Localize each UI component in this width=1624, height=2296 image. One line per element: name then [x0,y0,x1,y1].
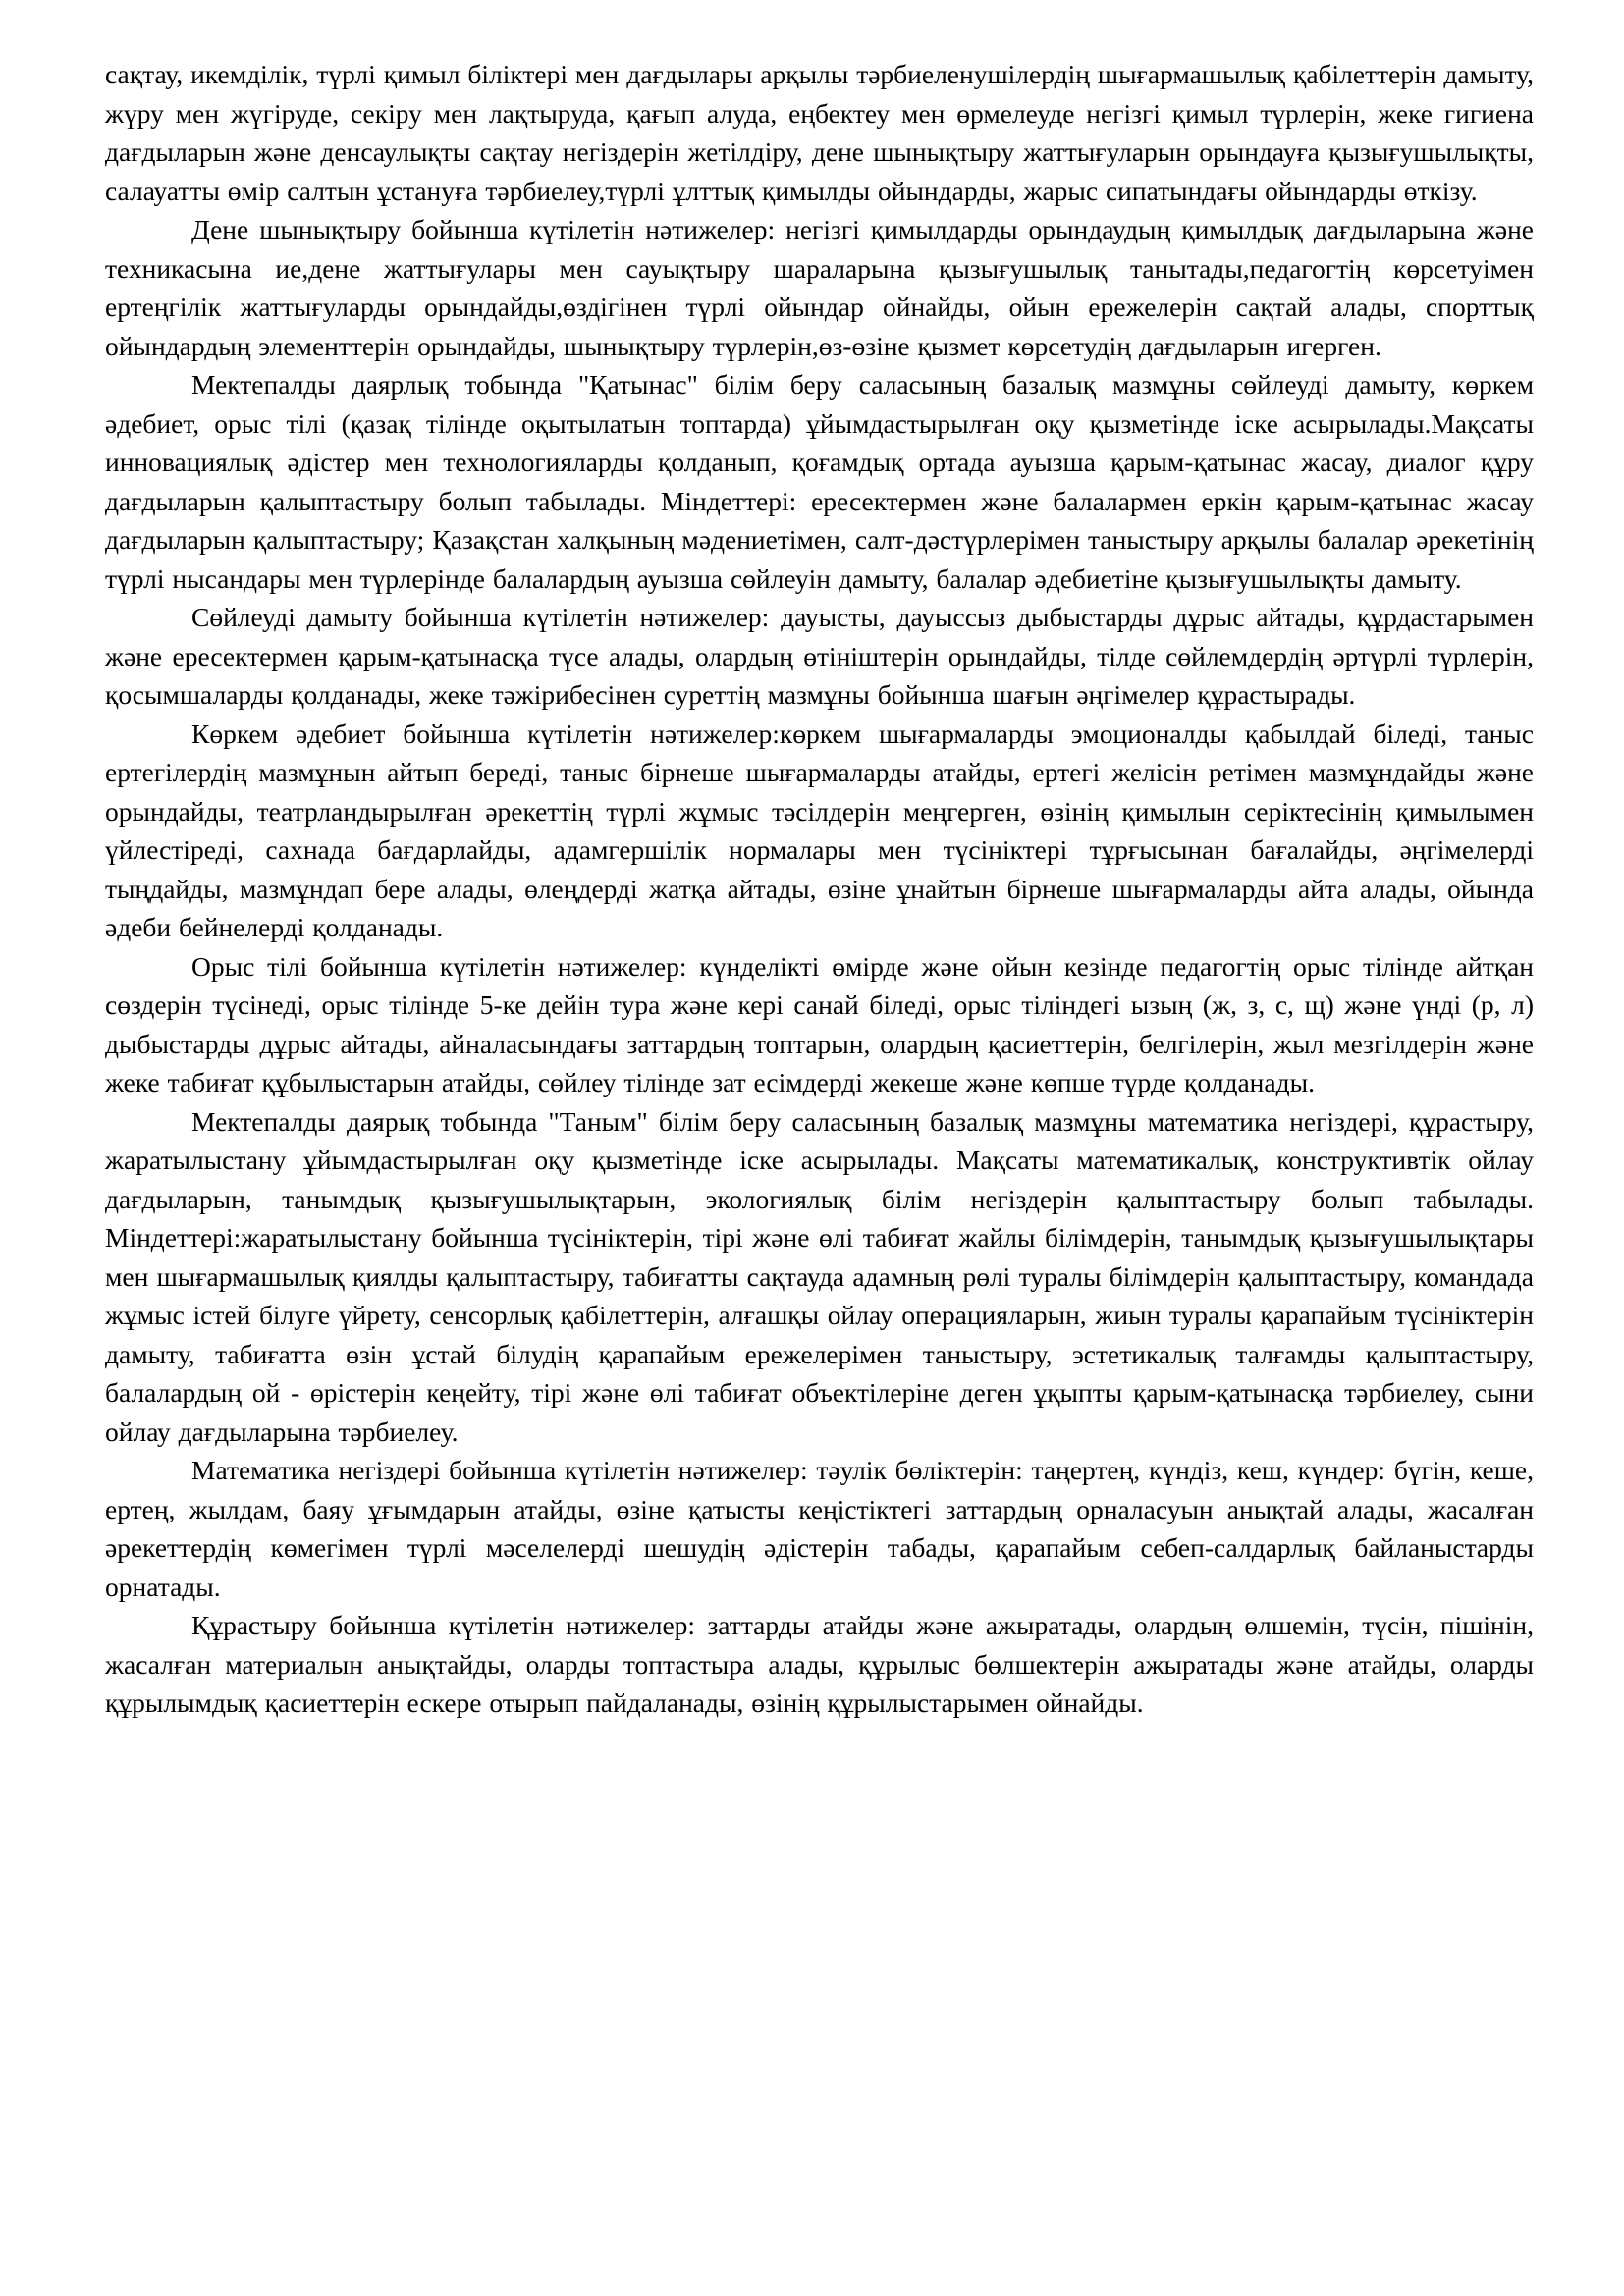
paragraph-physical-training-content: сақтау, икемділік, түрлі қимыл біліктері мен дағдылары арқылы тәрбиеленушілердің шығармашылық қабілеттерін дамыту, жүру мен жүгіруде, секіру мен лақтыруда, қағып алуда, еңбектеу мен өрмелеуде негізгі қимыл түрлерін, жеке гигиена дағдыларын және денсаулықты сақтау негіздерін жетілдіру, дене шынықтыру жаттығуларын орындауға қызығушылықты, салауатты өмір салтын ұстануға тәрбиелеу,түрлі ұлттық қимылды ойындарды, жарыс сипатындағы ойындарды өткізу. [105,59,1534,206]
paragraph-cognition-area: Мектепалды даярық тобында "Таным" білім беру саласының базалық мазмұны математика негіздері, құрастыру, жаратылыстану ұйымдастырылған оқу қызметінде іске асырылады. Мақсаты математикалық, конструктивтік ойлау дағдыларын, танымдық қызығушылықтарын, экологиялық білім негіздерін қалыптастыру болып табылады. Міндеттері:жаратылыстану бойынша түсініктерін, тірі және өлі табиғат жайлы білімдерін, танымдық қызығушылықтары мен шығармашылық қиялды қалыптастыру, табиғатты сақтауда адамның рөлі туралы білімдерін қалыптастыру, командада жұмыс істей білуге үйрету, сенсорлық қабілеттерін, алғашқы ойлау операцияларын, жиын туралы қарапайым түсініктерін дамыту, табиғатта өзін ұстай білудің қарапайым ережелерімен таныстыру, эстетикалық талғамды қалыптастыру, балалардың ой - өрістерін кеңейту, тірі және өлі табиғат объектілеріне деген ұқыпты қарым-қатынасқа тәрбиелеу, сыни ойлау дағдыларына тәрбиелеу. [105,1105,1534,1447]
paragraph-russian-language-results: Орыс тілі бойынша күтілетін нәтижелер: күнделікті өмірде және ойын кезінде педагогтің орыс тілінде айтқан сөздерін түсінеді, орыс тілінде 5-ке дейін тура және кері санай біледі, орыс тіліндегі ызың (ж, з, с, щ) және үнді (р, л) дыбыстарды дұрыс айтады, айналасындағы заттардың топтарын, олардың қасиеттерін, белгілерін, жыл мезгілдерін және жеке табиғат құбылыстарын атайды, сөйлеу тілінде зат есімдерді жекеше және көпше түрде қолданады. [105,950,1534,1097]
paragraph-communication-area: Мектепалды даярлық тобында "Қатынас" білім беру саласының базалық мазмұны сөйлеуді дамыту, көркем әдебиет, орыс тілі (қазақ тілінде оқытылатын топтарда) ұйымдастырылған оқу қызметінде іске асырылады.Мақсаты инновациялық әдістер мен технологияларды қолданып, қоғамдық ортада ауызша қарым-қатынас жасау, диалог құру дағдыларын қалыптастыру болып табылады. Міндеттері: ересектермен және балалармен еркін қарым-қатынас жасау дағдыларын қалыптастыру; Қазақстан халқының мәдениетімен, салт-дәстүрлерімен таныстыру арқылы балалар әрекетінің түрлі нысандары мен түрлерінде балалардың ауызша сөйлеуін дамыту, балалар әдебиетіне қызығушылықты дамыту. [105,369,1534,594]
paragraph-fiction-results: Көркем әдебиет бойынша күтілетін нәтижелер:көркем шығармаларды эмоционалды қабылдай біледі, таныс ертегілердің мазмұнын айтып береді, таныс бірнеше шығармаларды атайды, ертегі желісін ретімен мазмұндайды және орындайды, театрландырылған әрекеттің түрлі жұмыс тәсілдерін меңгерген, өзінің қимылын серіктесінің қимылымен үйлестіреді, сахнада бағдарлайды, адамгершілік нормалары мен түсініктері тұрғысынан бағалайды, әңгімелерді тыңдайды, мазмұндап бере алады, өлеңдерді жатқа айтады, өзіне ұнайтын бірнеше шығармаларды айта алады, ойында әдеби бейнелерді қолданады. [105,718,1534,942]
paragraph-speech-development-results: Сөйлеуді дамыту бойынша күтілетін нәтижелер: дауысты, дауыссыз дыбыстарды дұрыс айтады, құрдастарымен және ересектермен қарым-қатынасқа түсе алады, олардың өтініштерін орындайды, тілде сөйлемдердің әртүрлі түрлерін, қосымшаларды қолданады, жеке тәжірибесінен суреттің мазмұны бойынша шағын әңгімелер құрастырады. [105,602,1534,710]
paragraph-construction-results: Құрастыру бойынша күтілетін нәтижелер: заттарды атайды және ажыратады, олардың өлшемін, түсін, пішінін, жасалған материалын анықтайды, оларды топтастыра алады, құрылыс бөлшектерін ажыратады және атайды, оларды құрылымдық қасиеттерін ескере отырып пайдаланады, өзінің құрылыстарымен ойнайды. [105,1610,1534,1718]
paragraph-mathematics-results: Математика негіздері бойынша күтілетін нәтижелер: тәулік бөліктерін: таңертең, күндіз, кеш, күндер: бүгін, кеше, ертең, жылдам, баяу ұғымдарын атайды, өзіне қатысты кеңістіктегі заттардың орналасуын анықтай алады, жасалған әрекеттердің көмегімен түрлі мәселелерді шешудің әдістерін табады, қарапайым себеп-салдарлық байланыстарды орнатады. [105,1455,1534,1602]
paragraph-physical-training-results: Дене шынықтыру бойынша күтілетін нәтижелер: негізгі қимылдарды орындаудың қимылдық дағдыларына және техникасына ие,дене жаттығулары мен сауықтыру шараларына қызығушылық танытады,педагогтің көрсетуімен ертеңгілік жаттығуларды орындайды,өздігінен түрлі ойындар ойнайды, ойын ережелерін сақтай алады, спорттық ойындардың элементтерін орындайды, шынықтыру түрлерін,өз-өзіне қызмет көрсетудің дағдыларын игерген. [105,214,1534,361]
